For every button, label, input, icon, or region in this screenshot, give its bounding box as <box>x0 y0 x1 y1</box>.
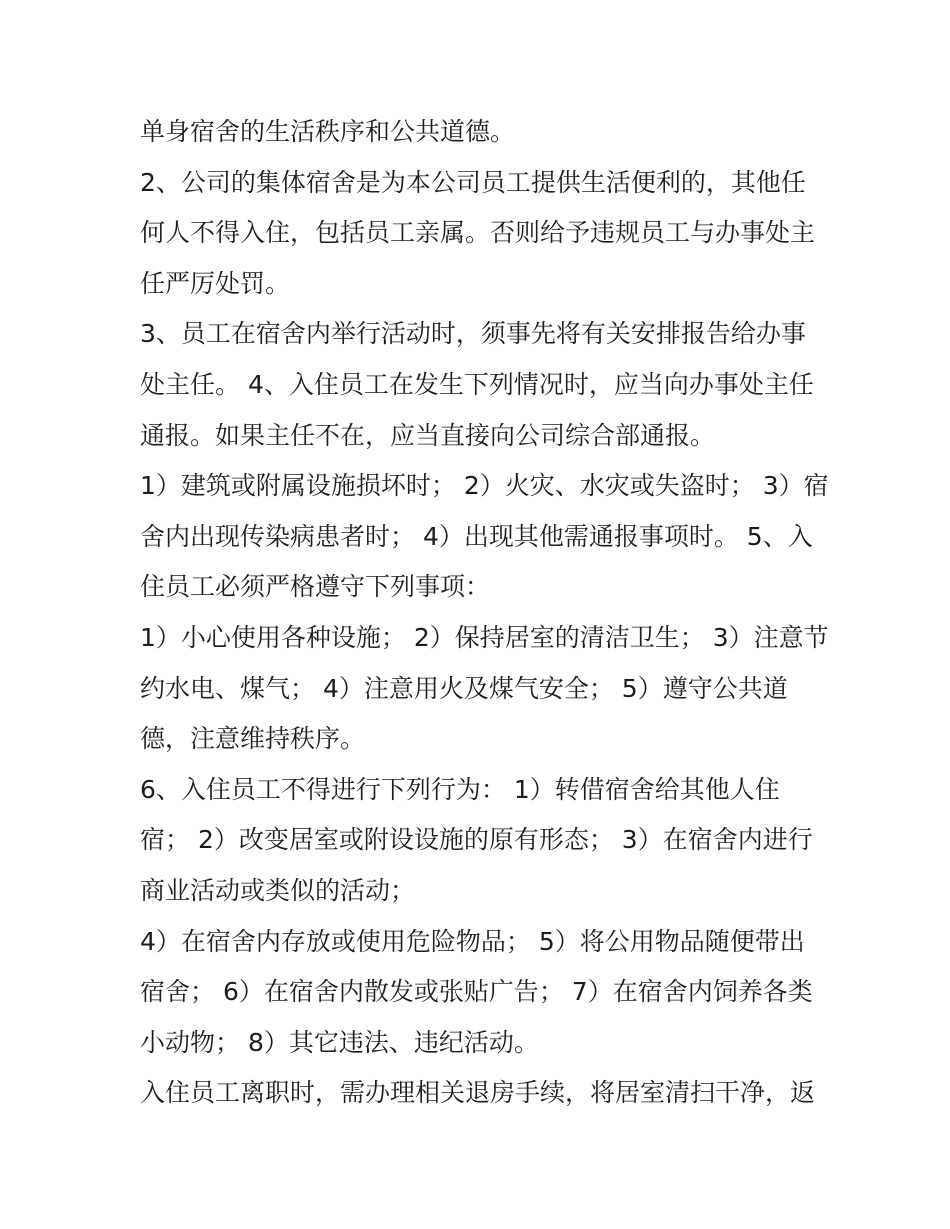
text-line: 宿舍； 6）在宿舍内散发或张贴广告； 7）在宿舍内饲养各类 <box>140 977 813 1007</box>
text-line: 通报。如果主任不在，应当直接向公司综合部通报。 <box>140 420 716 450</box>
text-line: 4）在宿舍内存放或使用危险物品； 5）将公用物品随便带出 <box>140 926 805 956</box>
text-line: 舍内出现传染病患者时； 4）出现其他需通报事项时。 5、入 <box>140 521 813 551</box>
text-line: 任严厉处罚。 <box>140 268 291 298</box>
text-line: 6、入住员工不得进行下列行为： 1）转借宿舍给其他人住 <box>140 774 780 804</box>
text-line: 小动物； 8）其它违法、违纪活动。 <box>140 1027 539 1057</box>
text-line: 单身宿舍的生活秩序和公共道德。 <box>140 117 516 146</box>
text-line: 1）建筑或附属设施损坏时； 2）火灾、水灾或失盗时； 3）宿 <box>140 471 829 501</box>
text-line: 何人不得入住，包括员工亲属。否则给予违规员工与办事处主 <box>140 218 816 248</box>
text-line: 处主任。 4、入住员工在发生下列情况时，应当向办事处主任 <box>140 369 814 399</box>
document-body <box>140 107 830 1119</box>
text-line: 德，注意维持秩序。 <box>140 724 366 754</box>
text-line: 约水电、煤气； 4）注意用火及煤气安全； 5）遵守公共道 <box>140 673 788 703</box>
text-line: 入住员工离职时，需办理相关退房手续，将居室清扫干净，返 <box>140 1078 816 1108</box>
text-line: 1）小心使用各种设施； 2）保持居室的清洁卫生； 3）注意节 <box>140 622 829 652</box>
text-line: 住员工必须严格遵守下列事项： <box>140 572 491 602</box>
text-line: 3、员工在宿舍内举行活动时，须事先将有关安排报告给办事 <box>140 319 806 349</box>
text-line: 宿； 2）改变居室或附设设施的原有形态； 3）在宿舍内进行 <box>140 825 813 855</box>
text-line: 2、公司的集体宿舍是为本公司员工提供生活便利的，其他任 <box>140 167 806 197</box>
text-line: 商业活动或类似的活动； <box>140 875 416 905</box>
